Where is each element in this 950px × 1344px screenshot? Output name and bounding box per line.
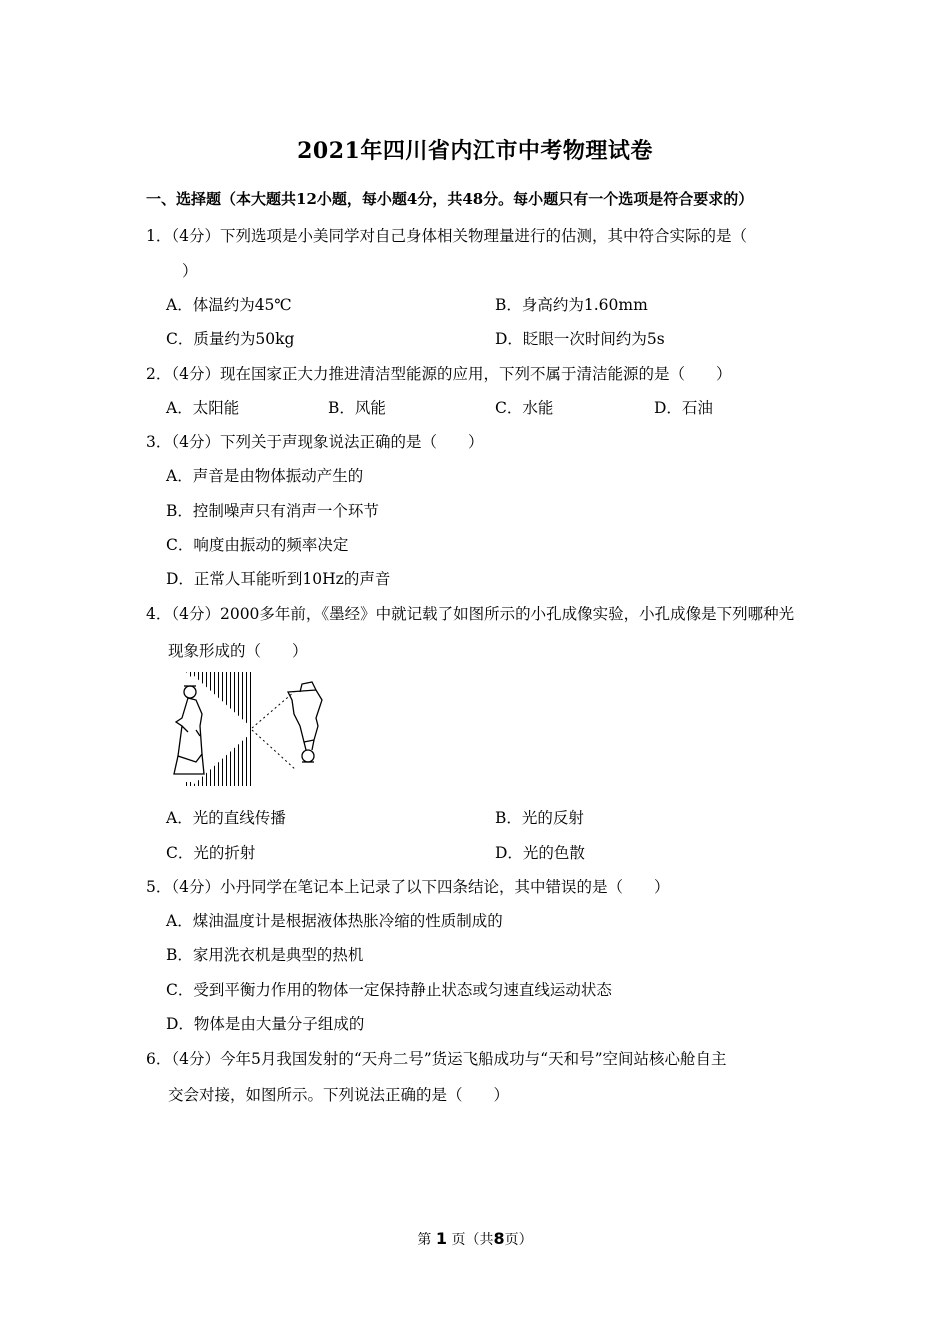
question-1-stem-cont: ）	[182, 262, 198, 280]
question-2-option-b: B．风能	[328, 399, 386, 417]
footer-total-pages: 8	[493, 1229, 505, 1248]
question-2-stem: 2．（4分）现在国家正大力推进清洁型能源的应用，下列不属于清洁能源的是（ ）	[146, 365, 732, 383]
question-1-option-b: B．身高约为1.60mm	[495, 296, 648, 314]
footer-suffix: 页）	[504, 1232, 533, 1248]
question-2-option-c: C．水能	[495, 399, 554, 417]
inverted-image	[288, 682, 322, 762]
light-rays	[252, 692, 296, 770]
question-5-option-c: C．受到平衡力作用的物体一定保持静止状态或匀速直线运动状态	[166, 981, 612, 999]
question-5-option-d: D．物体是由大量分子组成的	[166, 1015, 365, 1033]
question-2-option-d: D．石油	[654, 399, 713, 417]
question-1-option-c: C．质量约为50kg	[166, 330, 295, 348]
question-4-stem: 4．（4分）2000多年前，《墨经》中就记载了如图所示的小孔成像实验，小孔成像是下列哪种光	[146, 605, 795, 623]
question-5-option-b: B．家用洗衣机是典型的热机	[166, 946, 364, 964]
question-3-option-c: C．响度由振动的频率决定	[166, 536, 349, 554]
question-3-option-d: D．正常人耳能听到10Hz的声音	[166, 570, 391, 588]
page-title: 2021年四川省内江市中考物理试卷	[297, 138, 653, 164]
footer-page-number: 1	[435, 1229, 447, 1248]
question-3-option-a: A．声音是由物体振动产生的	[166, 467, 364, 485]
question-3-option-b: B．控制噪声只有消声一个环节	[166, 502, 379, 520]
question-3-stem: 3．（4分）下列关于声现象说法正确的是（ ）	[146, 433, 484, 451]
question-1-stem: 1．（4分）下列选项是小美同学对自己身体相关物理量进行的估测，其中符合实际的是（	[146, 227, 747, 245]
pinhole-camera-figure	[166, 670, 336, 788]
question-1-option-a: A．体温约为45℃	[166, 296, 292, 314]
page-footer	[0, 1229, 950, 1249]
question-4-option-c: C．光的折射	[166, 844, 256, 862]
footer-prefix: 第	[417, 1232, 432, 1248]
question-5-stem: 5．（4分）小丹同学在笔记本上记录了以下四条结论，其中错误的是（ ）	[146, 878, 670, 896]
question-4-option-a: A．光的直线传播	[166, 809, 286, 827]
question-1-option-d: D．眨眼一次时间约为5s	[495, 330, 665, 348]
question-4-option-d: D．光的色散	[495, 844, 585, 862]
question-4-stem-cont: 现象形成的（ ）	[168, 642, 308, 660]
section-heading: 一、选择题（本大题共12小题，每小题4分，共48分。每小题只有一个选项是符合要求的）	[146, 190, 754, 208]
question-2-option-a: A．太阳能	[166, 399, 240, 417]
footer-middle: 页（共	[451, 1232, 494, 1248]
question-5-option-a: A．煤油温度计是根据液体热胀冷缩的性质制成的	[166, 912, 503, 930]
question-4-option-b: B．光的反射	[495, 809, 584, 827]
question-6-stem-cont: 交会对接，如图所示。下列说法正确的是（ ）	[168, 1086, 510, 1104]
question-6-stem: 6．（4分）今年5月我国发射的“天舟二号”货运飞船成功与“天和号”空间站核心舱自主	[146, 1050, 727, 1068]
